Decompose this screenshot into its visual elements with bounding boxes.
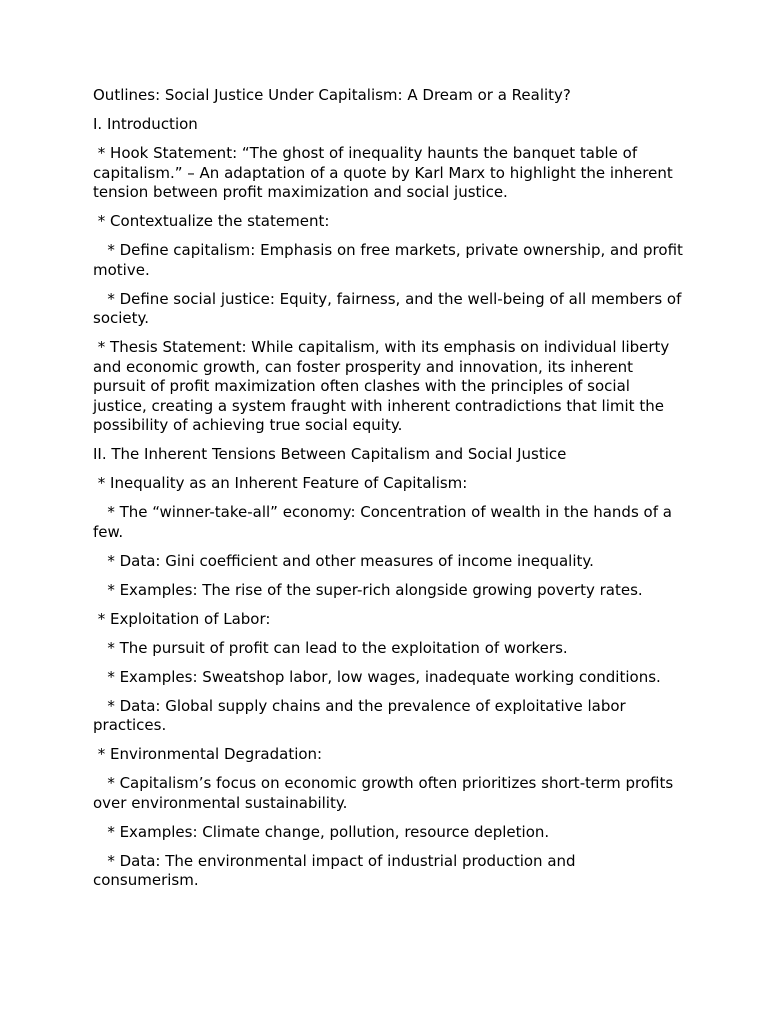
document-title: Outlines: Social Justice Under Capitalism: A Dream or a Reality? xyxy=(93,86,571,104)
outline-item: * Contextualize the statement: xyxy=(93,212,330,230)
outline-item: * Hook Statement: “The ghost of inequality haunts the banquet table of capitalism.” – An adaptation of a quote by Karl Marx to highlight the inherent tension between profit maximization and social justice. xyxy=(93,144,678,201)
outline-subitem: * Define social justice: Equity, fairness, and the well-being of all members of society. xyxy=(93,289,687,327)
outline-subitem: * Define capitalism: Emphasis on free markets, private ownership, and profit motive. xyxy=(93,241,688,279)
outline-subitem: * Examples: The rise of the super-rich alongside growing poverty rates. xyxy=(93,580,643,599)
section-heading: II. The Inherent Tensions Between Capitalism and Social Justice xyxy=(93,445,567,463)
outline-subitem: * Examples: Climate change, pollution, resource depletion. xyxy=(93,822,550,841)
outline-item: * Thesis Statement: While capitalism, with its emphasis on individual liberty and economic growth, can foster prosperity and innovation, its inherent pursuit of profit maximization often clashes with the principles of social justice, creating a system fraught with inherent contradictions that limit the possibility of achieving true social equity. xyxy=(93,338,675,434)
outline-item: * Exploitation of Labor: xyxy=(93,609,271,628)
document-page xyxy=(93,86,688,900)
outline-subitem: * Capitalism’s focus on economic growth often prioritizes short-term profits over environmental sustainability. xyxy=(93,774,678,812)
outline-subitem: * Data: Global supply chains and the prevalence of exploitative labor practices. xyxy=(93,696,631,734)
outline-subitem: * The pursuit of profit can lead to the exploitation of workers. xyxy=(93,638,568,657)
outline-subitem: * Examples: Sweatshop labor, low wages, inadequate working conditions. xyxy=(93,667,661,686)
section-heading: I. Introduction xyxy=(93,115,198,133)
outline-subitem: * Data: Gini coefficient and other measures of income inequality. xyxy=(93,551,594,570)
outline-item: * Inequality as an Inherent Feature of Capitalism: xyxy=(93,474,468,492)
outline-subitem: * The “winner-take-all” economy: Concentration of wealth in the hands of a few. xyxy=(93,503,677,541)
outline-subitem: * Data: The environmental impact of industrial production and consumerism. xyxy=(93,851,581,889)
outline-item: * Environmental Degradation: xyxy=(93,745,323,763)
